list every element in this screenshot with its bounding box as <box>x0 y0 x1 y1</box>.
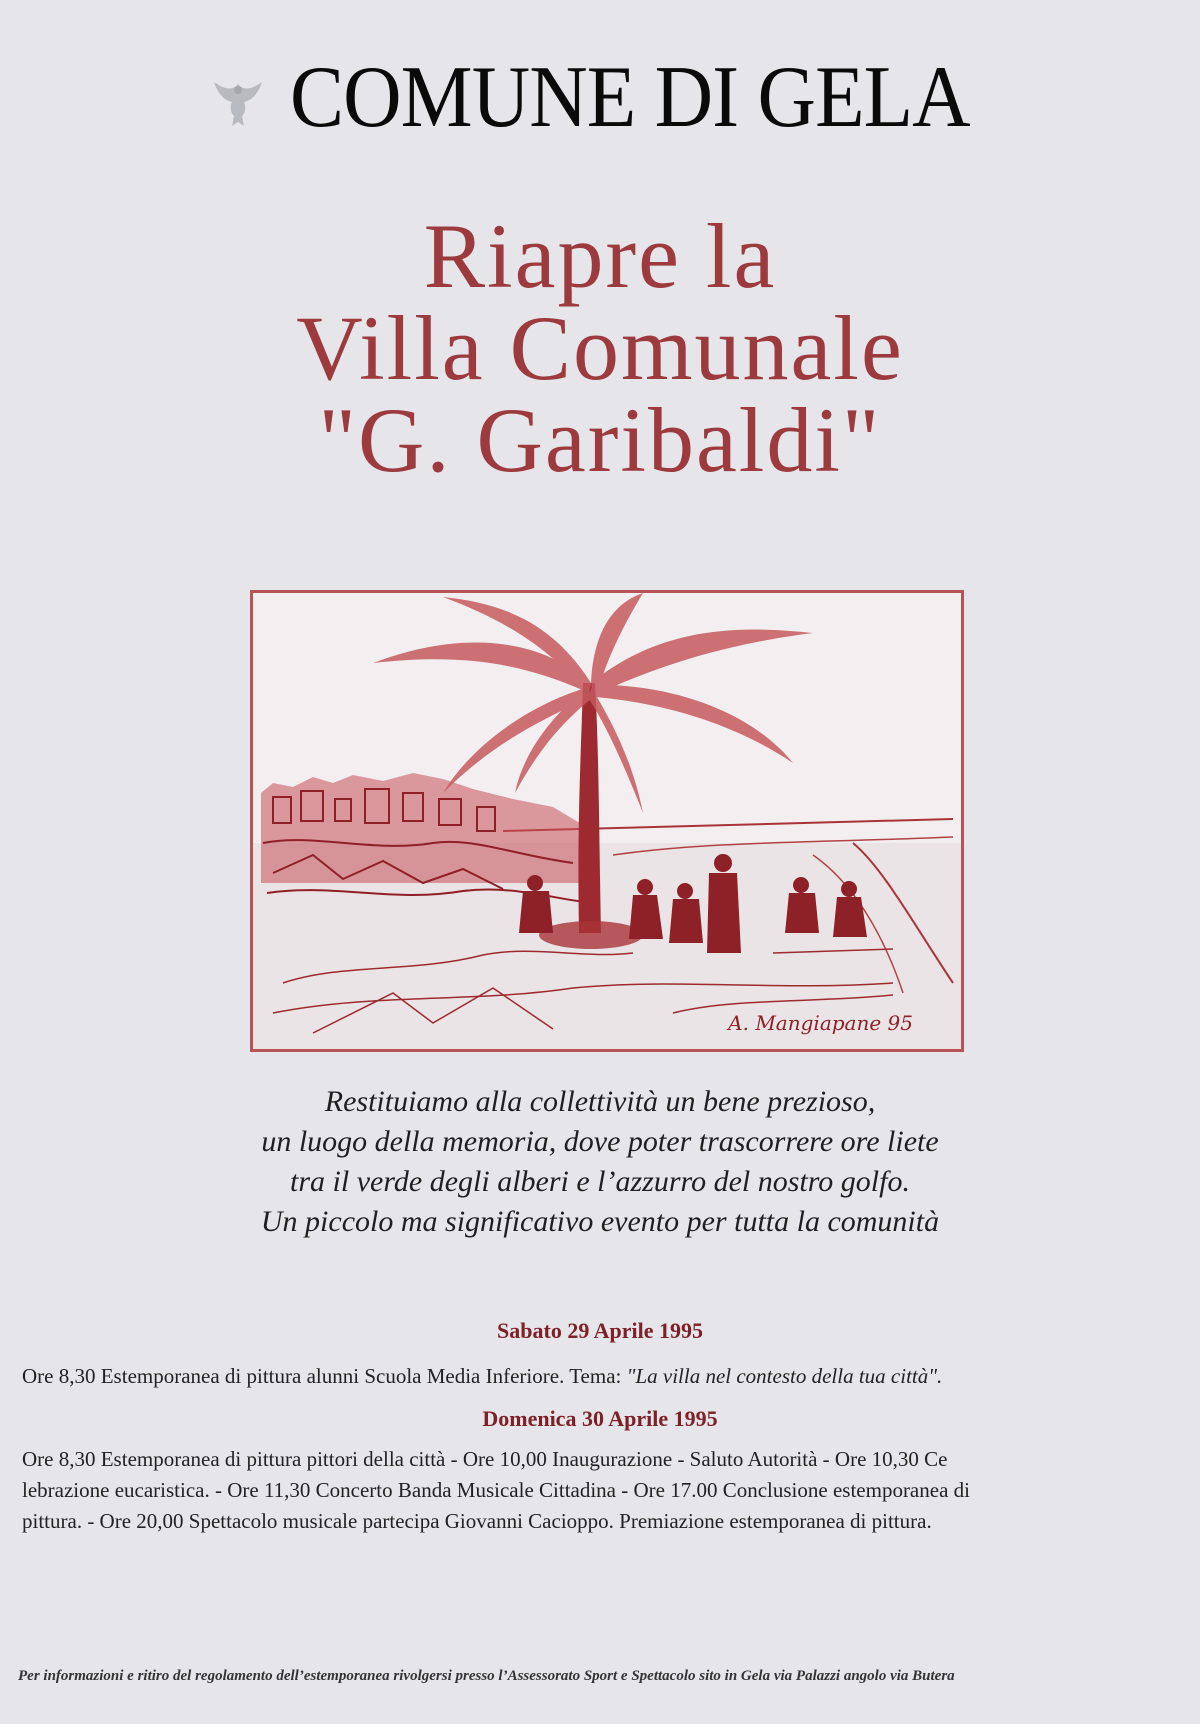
headline-line-3: "G. Garibaldi" <box>318 389 882 491</box>
saturday-theme: "La villa nel contesto della tua città". <box>626 1364 943 1388</box>
footer-info: Per informazioni e ritiro del regolamento dell’estemporanea rivolgersi presso l’Assessorato Sport e Spettacolo sito in Gela via Palazzi angolo via Butera <box>18 1668 955 1684</box>
palm-tree-sketch <box>250 590 964 1052</box>
sketch-drawing <box>253 593 961 1049</box>
eagle-crest-icon <box>210 76 266 132</box>
headline <box>0 205 1200 491</box>
quote-line-1: Restituiamo alla collettività un bene prezioso, <box>324 1085 876 1118</box>
saturday-heading: Sabato 29 Aprile 1995 <box>497 1318 703 1343</box>
sunday-program <box>22 1444 1182 1537</box>
quote-line-3: tra il verde degli alberi e l’azzurro del nostro golfo. <box>290 1165 910 1198</box>
sunday-program-line-1: Ore 8,30 Estemporanea di pittura pittori della città - Ore 10,00 Inaugurazione - Saluto Autorità - Ore 10,30 Ce <box>22 1447 948 1471</box>
saturday-program-text: Ore 8,30 Estemporanea di pittura alunni Scuola Media Inferiore. Tema: <box>22 1364 627 1388</box>
artist-signature: A. Mangiapane 95 <box>728 1011 913 1035</box>
dedication-text <box>0 1082 1200 1242</box>
quote-line-4: Un piccolo ma significativo evento per tutta la comunità <box>260 1205 940 1238</box>
sunday-heading: Domenica 30 Aprile 1995 <box>482 1406 718 1431</box>
saturday-program <box>22 1364 1182 1389</box>
municipality-title: COMUNE DI GELA <box>290 49 970 146</box>
headline-line-2: Villa Comunale <box>296 297 904 399</box>
header <box>0 48 1200 148</box>
quote-line-2: un luogo della memoria, dove poter trascorrere ore liete <box>261 1125 939 1158</box>
sunday-program-line-3: pittura. - Ore 20,00 Spettacolo musicale partecipa Giovanni Cacioppo. Premiazione estemporanea di pittura. <box>22 1509 932 1533</box>
sunday-program-line-2: lebrazione eucaristica. - Ore 11,30 Concerto Banda Musicale Cittadina - Ore 17.00 Conclusione estemporanea di <box>22 1478 970 1502</box>
headline-line-1: Riapre la <box>423 205 777 307</box>
